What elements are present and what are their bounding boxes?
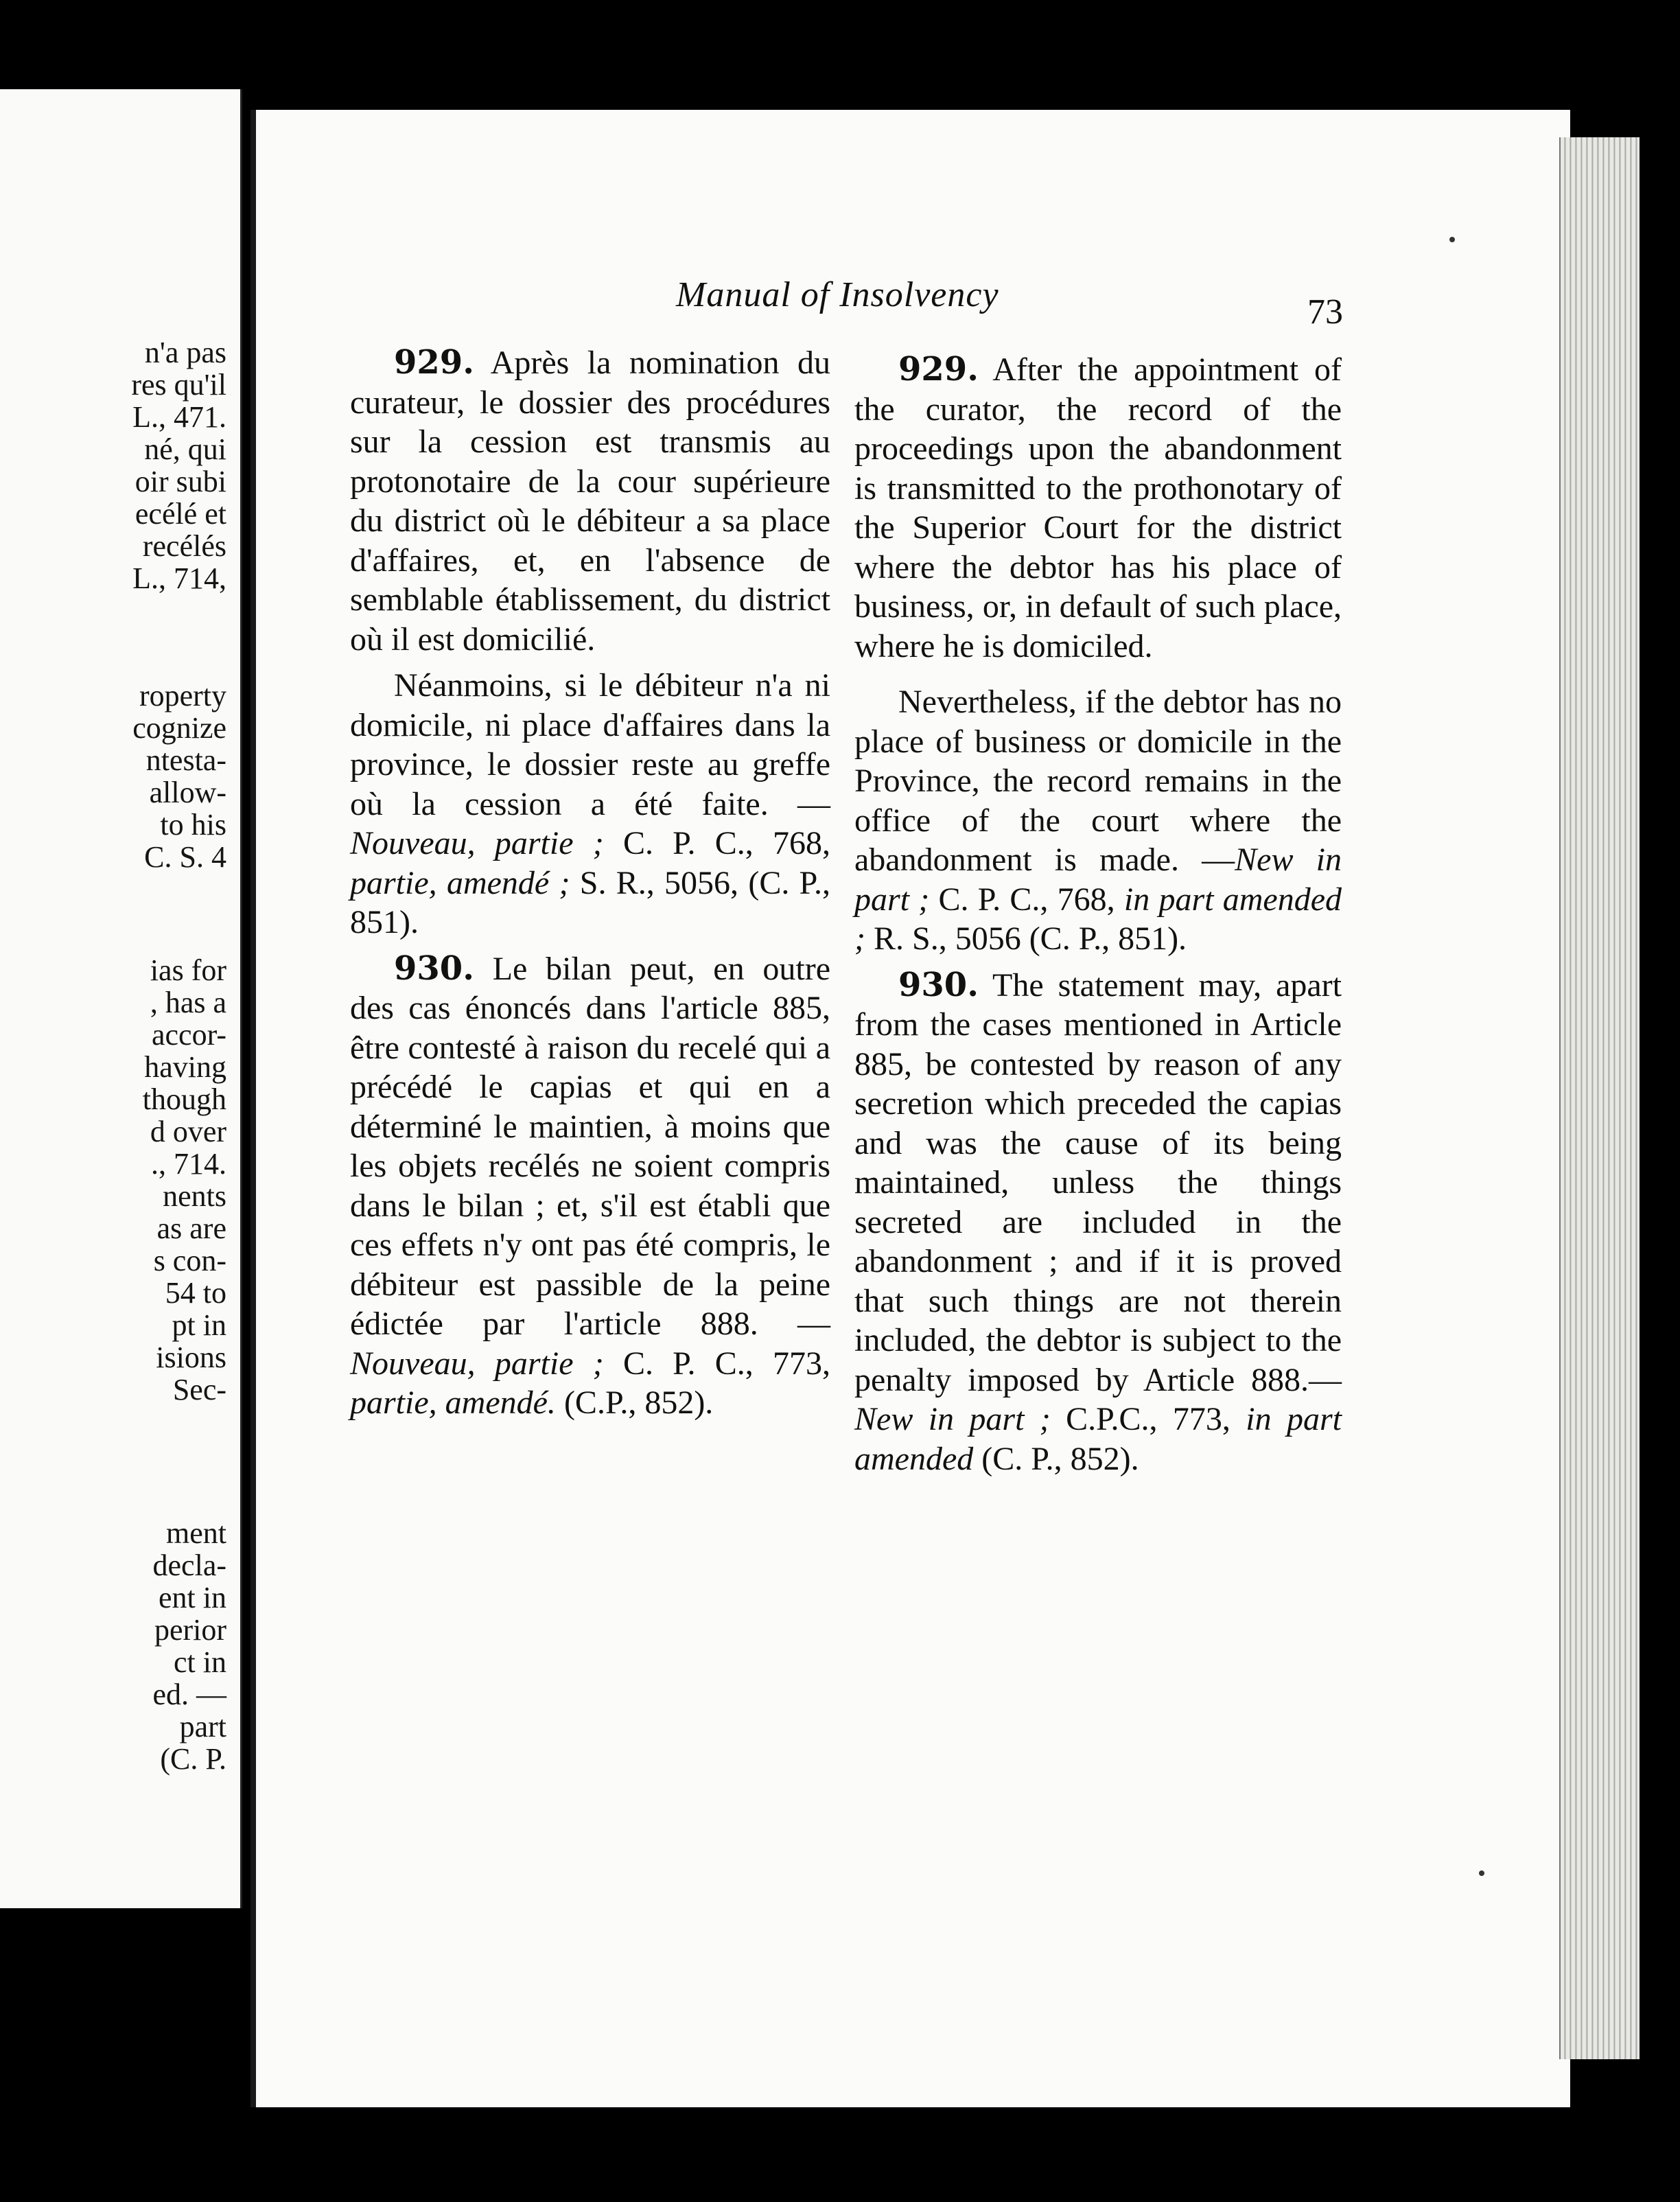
source-ref: (C.P., 852). bbox=[555, 1384, 714, 1421]
article-929-en-paragraph-2 bbox=[854, 682, 1342, 959]
source-note: in part amended ; bbox=[854, 881, 1342, 957]
source-note: Nouveau, partie ; bbox=[350, 1345, 604, 1382]
page-edges bbox=[1559, 137, 1640, 2059]
french-column bbox=[350, 343, 830, 1423]
article-text: Après la nomination du curateur, le dossier des procédures sur la cession est transmis au protonotaire de la cour supérieure du district où le débiteur a sa place d'affaires, et, en l'absence de semblable établissement, du district où il est domicilié. bbox=[350, 345, 830, 658]
left-page-fragment-3: ias for , has a accor- having though d over ., 714. nents as are s con- 54 to pt in isions Sec- bbox=[142, 953, 226, 1406]
source-note: Nouveau, partie ; bbox=[350, 825, 604, 861]
source-ref: S. R., 5056, (C. P., 851). bbox=[350, 864, 830, 940]
article-number: 930. bbox=[898, 965, 979, 1004]
source-note: partie, amendé ; bbox=[350, 864, 570, 901]
source-ref: C. P. C., 768, bbox=[929, 881, 1124, 918]
source-note: New in part ; bbox=[854, 1401, 1051, 1437]
source-note: in part amended bbox=[854, 1401, 1342, 1477]
article-930-fr bbox=[350, 949, 830, 1423]
source-ref: C. P. C., 768, bbox=[603, 825, 831, 861]
source-note: New in part ; bbox=[854, 842, 1342, 918]
english-column bbox=[854, 350, 1342, 1479]
speck bbox=[1449, 237, 1455, 242]
article-929-en bbox=[854, 350, 1342, 666]
article-930-en bbox=[854, 966, 1342, 1479]
left-page bbox=[0, 89, 242, 1908]
page-number: 73 bbox=[1307, 292, 1343, 332]
source-ref: C.P.C., 773, bbox=[1050, 1401, 1246, 1437]
article-number: 930. bbox=[394, 949, 474, 988]
speck bbox=[1479, 1870, 1484, 1876]
source-ref: (C. P., 852). bbox=[973, 1440, 1139, 1477]
running-header: Manual of Insolvency bbox=[676, 275, 999, 314]
paragraph-text: Nevertheless, if the debtor has no place of business or domicile in the Province, the record remains in the office of the court where the abandonment is made. — bbox=[854, 684, 1342, 878]
article-number: 929. bbox=[394, 343, 474, 382]
article-929-fr-paragraph-2 bbox=[350, 666, 830, 942]
article-text: Le bilan peut, en outre des cas énoncés dans l'article 885, être contesté à raison du recelé qui a précédé le capias et qui en a déterminé le maintien, à moins que les objets recélés ne soient compris dans le bilan ; et, s'il est établi que ces effets n'y ont pas été compris, le débiteur est passible de la peine édictée par l'article 888. — bbox=[350, 950, 830, 1342]
source-ref: C. P. C., 773, bbox=[603, 1345, 831, 1382]
paragraph-text: Néanmoins, si le débiteur n'a ni domicile, ni place d'affaires dans la province, le dossier reste au greffe où la cession a été faite. — bbox=[350, 667, 830, 822]
left-page-fragment-2: roperty cognize ntesta- allow- to his C. S. 4 bbox=[132, 679, 226, 874]
article-number: 929. bbox=[898, 350, 979, 389]
source-note: partie, amendé. bbox=[350, 1384, 556, 1421]
left-page-fragment-1: n'a pas res qu'il L., 471. né, qui oir subi ecélé et recélés L., 714, bbox=[131, 336, 226, 595]
article-text: The statement may, apart from the cases mentioned in Article 885, be contested by reason of any secretion which preceded the capias and was the cause of its being maintained, unless the things secreted are included in the abandonment ; and if it is proved that such things are not therein included, the debtor is subject to the penalty imposed by Article 888.— bbox=[854, 966, 1342, 1398]
article-text: After the appointment of the curator, the record of the proceedings upon the abandonment is transmitted to the prothonotary of the Superior Court for the district where the debtor has his place of business, or, in default of such place, where he is domiciled. bbox=[854, 351, 1342, 664]
article-929-fr bbox=[350, 343, 830, 659]
left-page-fragment-4: ment decla- ent in perior ct in ed. — part (C. P. bbox=[152, 1516, 226, 1776]
source-ref: R. S., 5056 (C. P., 851). bbox=[865, 920, 1187, 957]
